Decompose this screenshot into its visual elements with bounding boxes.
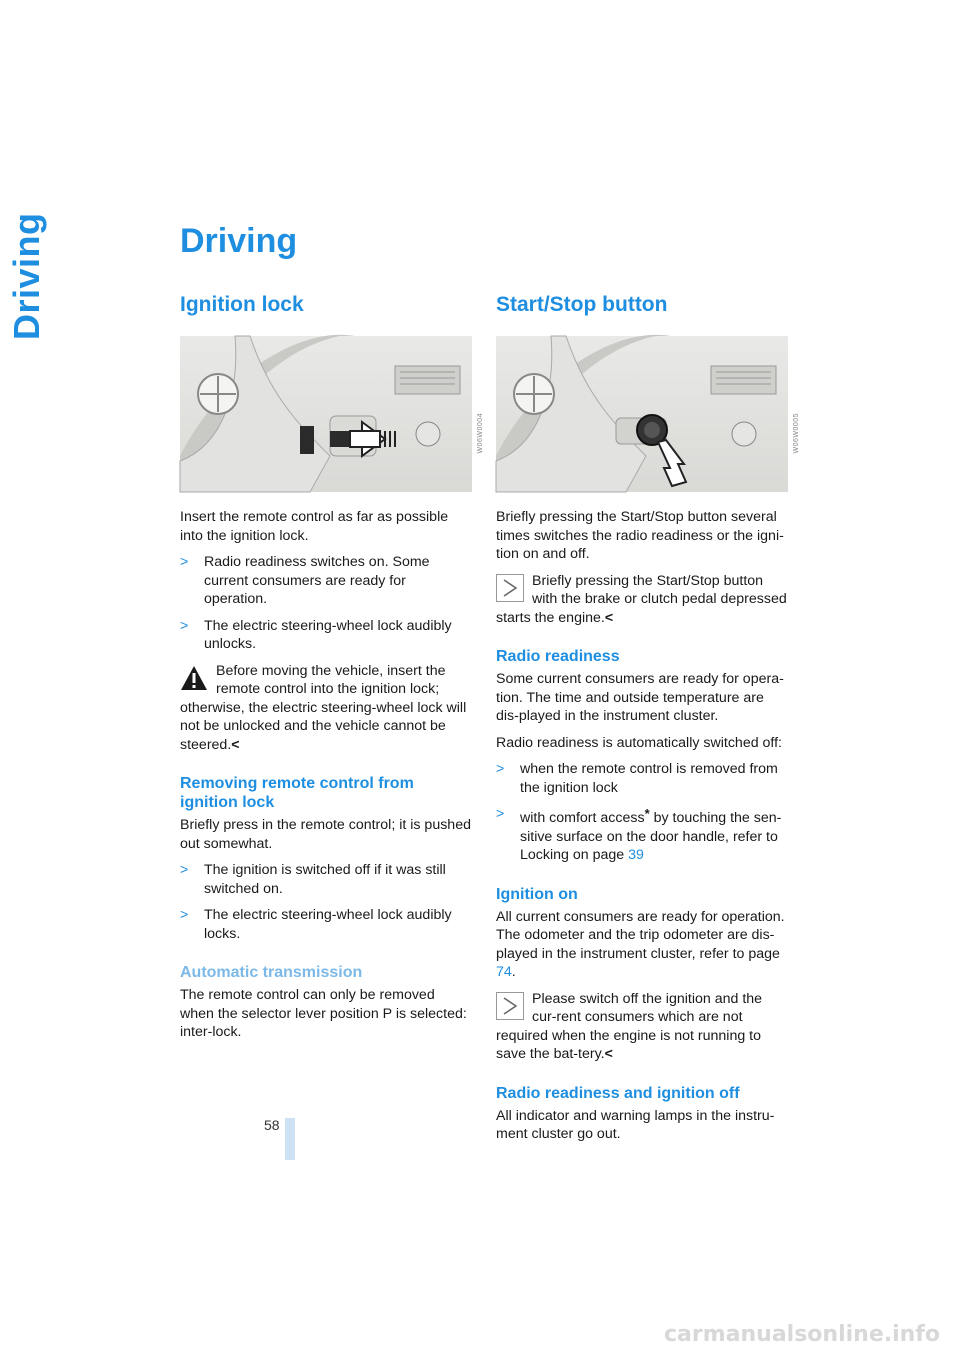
ignition-lock-figure (180, 336, 485, 492)
list-item: > The electric steering-wheel lock audibly locks. (180, 907, 452, 942)
ignition-lock-intro: Insert the remote control as far as possible into the ignition lock. (180, 509, 449, 544)
page-link-39[interactable]: 39 (628, 847, 644, 863)
radio-readiness-text: Some current consumers are ready for opera-tion. The time and outside temperature are dis-played in the instrument cluster. (496, 671, 784, 724)
warning-notice: Before moving the vehicle, insert the remote control into the ignition lock; otherwise, the electric steering-wheel lock will not be unlocked and the vehicle cannot be steered.< (180, 662, 467, 753)
list-item: > The electric steering-wheel lock audibly unlocks. (180, 617, 452, 652)
ignition-lock-heading: Ignition lock (180, 293, 304, 316)
note-arrow-icon (496, 992, 524, 1020)
automatic-transmission-text: The remote control can only be removed when the selector lever position P is selected: inter-lock. (180, 987, 467, 1040)
page-title: Driving (180, 222, 298, 260)
list-item: > The ignition is switched off if it was still switched on. (180, 862, 446, 897)
figure-code: W06W0004 (477, 412, 485, 454)
side-tab: Driving (6, 212, 47, 340)
list-item: > when the remote control is removed from the ignition lock (496, 761, 778, 796)
start-stop-illustration (496, 336, 788, 492)
start-stop-figure (496, 336, 801, 492)
radio-off-heading: Radio readiness and ignition off (496, 1084, 740, 1102)
ignition-lock-illustration (180, 336, 472, 492)
note-notice: Briefly pressing the Start/Stop button with the brake or clutch pedal depressed starts the engine.< (496, 572, 787, 626)
note-notice: Please switch off the ignition and the cur-rent consumers which are not required when the engine is not running to save the bat-tery.< (496, 990, 763, 1062)
start-stop-heading: Start/Stop button (496, 293, 668, 316)
list-item: > with comfort access* by touching the sen-sitive surface on the door handle, refer to Locking on page 39 (496, 806, 782, 863)
radio-readiness-off-text: Radio readiness is automatically switched off: (496, 734, 782, 751)
page-number: 58 (264, 1117, 280, 1133)
removing-text: Briefly press in the remote control; it is pushed out somewhat. (180, 817, 471, 852)
ignition-on-heading: Ignition on (496, 885, 578, 903)
watermark: carmanualsonline.info (664, 1322, 940, 1347)
page-bar (285, 1118, 295, 1160)
figure-code: W06W0005 (793, 412, 801, 454)
list-item: > Radio readiness switches on. Some current consumers are ready for operation. (180, 554, 430, 607)
page-link-74[interactable]: 74 (496, 964, 512, 980)
radio-readiness-heading: Radio readiness (496, 648, 620, 665)
automatic-transmission-heading: Automatic transmission (180, 964, 363, 981)
ignition-on-text: All current consumers are ready for operation. The odometer and the trip odometer are dis-played in the instrument cluster, refer to page 74. (496, 908, 785, 980)
warning-triangle-icon (180, 664, 208, 692)
end-mark: < (604, 609, 614, 626)
end-mark: < (231, 736, 240, 753)
end-mark: < (604, 1046, 613, 1062)
radio-off-text: All indicator and warning lamps in the instru-ment cluster go out. (496, 1107, 775, 1142)
note-arrow-icon (496, 574, 524, 602)
option-star: * (644, 806, 650, 821)
removing-heading: Removing remote control from ignition lock (180, 775, 414, 811)
start-stop-intro: Briefly pressing the Start/Stop button several times switches the radio readiness or the igni-tion on and off. (496, 509, 784, 562)
left-column (180, 292, 485, 1050)
right-column (496, 292, 801, 1152)
